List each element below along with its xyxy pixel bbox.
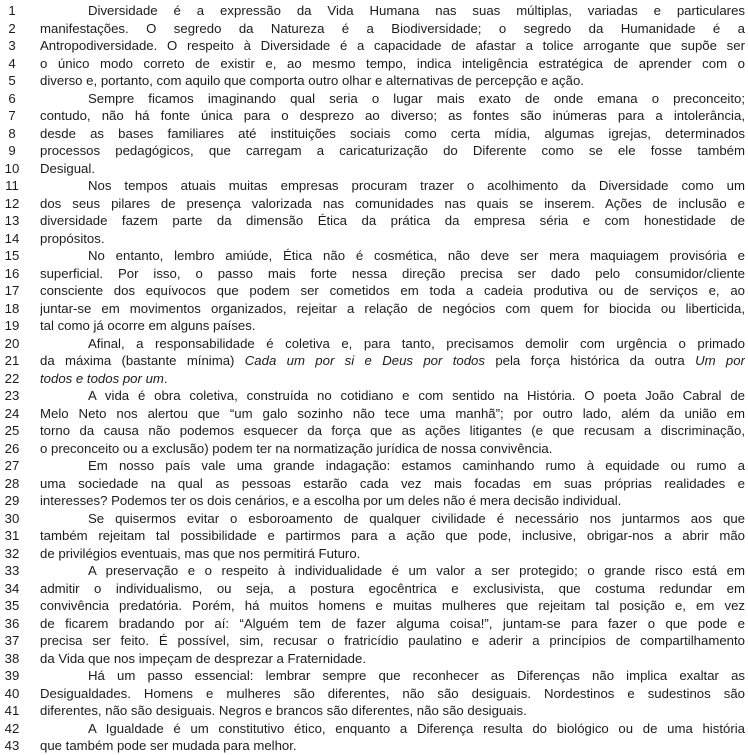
line-text bbox=[40, 440, 745, 458]
line-number: 10 bbox=[4, 160, 20, 176]
line-number: 17 bbox=[4, 283, 20, 298]
line-text bbox=[40, 492, 745, 510]
line-text-segment: juntar-se em movimentos organizados, rejeitar a relação de negócios com quem for biocida ou liberticida, bbox=[40, 300, 745, 316]
line-text-segment: A Igualdade é um constitutivo ético, enquanto a Diferença resulta do biológico ou de uma história bbox=[88, 720, 745, 736]
line-text bbox=[40, 527, 745, 545]
line-text bbox=[40, 125, 745, 143]
line-text bbox=[40, 650, 745, 668]
text-line bbox=[0, 55, 748, 73]
text-line bbox=[0, 632, 748, 650]
text-line bbox=[0, 737, 748, 755]
line-text bbox=[40, 615, 745, 633]
line-number: 7 bbox=[8, 108, 16, 123]
text-line bbox=[0, 317, 748, 335]
text-line bbox=[0, 510, 748, 528]
line-text-segment: desde as bases familiares até instituições sociais como certa mídia, algumas igrejas, determinados bbox=[40, 125, 745, 141]
line-text-segment: torno da causa não podemos esquecer da força que as ações litigantes (e que recusam a discriminação, bbox=[40, 423, 745, 438]
line-text-segment: diversidade fazem parte da dimensão Ética da prática da empresa séria e com honestidade de bbox=[40, 213, 745, 228]
line-text-segment: também rejeitam tal possibilidade e partirmos para a ação que pode, inclusive, obrigar-nos a abrir mão bbox=[40, 528, 745, 543]
line-text bbox=[40, 72, 745, 90]
line-number: 29 bbox=[4, 493, 20, 508]
line-number: 19 bbox=[4, 318, 20, 333]
line-text-segment: consciente dos equívocos que podem ser cometidos em toda a cadeia produtiva ou de serviços e, ao bbox=[40, 283, 745, 298]
line-text bbox=[40, 107, 745, 125]
line-text-segment: Afinal, a responsabilidade é coletiva e, para tanto, precisamos demolir com urgência o primado bbox=[88, 335, 745, 351]
line-text bbox=[40, 387, 745, 405]
line-number: 38 bbox=[4, 650, 20, 666]
line-number: 3 bbox=[8, 38, 16, 53]
line-number: 21 bbox=[4, 353, 20, 368]
text-line bbox=[0, 615, 748, 633]
line-text-segment: de ficarem bradando por aí: “Alguém tem de fazer alguma coisa!”, juntam-se para fazer o que pode e bbox=[40, 615, 745, 631]
line-text bbox=[40, 90, 745, 108]
line-number: 31 bbox=[4, 528, 20, 543]
line-text-segment: diferentes, não são desiguais. Negros e brancos são diferentes, não são desiguais. bbox=[40, 703, 527, 718]
text-line bbox=[0, 335, 748, 353]
line-number: 30 bbox=[4, 510, 20, 526]
line-number: 1 bbox=[8, 3, 16, 18]
line-text-segment: Desigualdades. Homens e mulheres são diferentes, não são desiguais. Nordestinos e sudestinos são bbox=[40, 685, 745, 701]
line-number: 43 bbox=[4, 738, 20, 753]
text-line bbox=[0, 125, 748, 143]
line-text bbox=[40, 702, 745, 720]
line-text bbox=[40, 580, 745, 598]
line-text bbox=[40, 55, 745, 73]
line-text bbox=[40, 422, 745, 440]
line-text-segment: superficial. Por isso, o passo mais forte nessa direção precisa ser dado pelo consumidor/cliente bbox=[40, 265, 745, 281]
text-line bbox=[0, 527, 748, 545]
line-text-segment: o único modo correto de existir e, ao mesmo tempo, indica inteligência estratégica de aprender com o bbox=[40, 55, 745, 71]
line-number: 8 bbox=[8, 125, 16, 141]
line-text-segment: dos seus pilares de presença valorizada nas comunidades nas quais se inserem. Ações de inclusão e bbox=[40, 195, 745, 211]
line-text-segment: admitir o individualismo, ou seja, a postura egocêntrica e exclusivista, que costuma redundar em bbox=[40, 580, 745, 596]
line-text bbox=[40, 37, 745, 55]
text-line bbox=[0, 457, 748, 475]
line-number: 14 bbox=[4, 230, 20, 246]
line-text-segment: propósitos. bbox=[40, 230, 105, 246]
text-line bbox=[0, 580, 748, 598]
line-text bbox=[40, 230, 745, 248]
line-number: 20 bbox=[4, 335, 20, 351]
line-text bbox=[40, 737, 745, 755]
line-number: 2 bbox=[8, 20, 16, 36]
text-line bbox=[0, 90, 748, 108]
line-text-segment: A vida é obra coletiva, construída no cotidiano e com sentido na História. O poeta João Cabral de bbox=[88, 388, 745, 403]
text-line bbox=[0, 107, 748, 125]
line-number: 15 bbox=[4, 248, 20, 263]
line-text bbox=[40, 317, 745, 335]
line-text-segment: da máxima (bastante mínima) bbox=[40, 353, 245, 368]
line-text bbox=[40, 562, 745, 580]
line-text bbox=[40, 335, 745, 353]
line-number: 11 bbox=[5, 178, 19, 193]
text-line bbox=[0, 247, 748, 265]
line-text bbox=[40, 632, 745, 650]
line-number: 28 bbox=[4, 475, 20, 491]
line-number: 39 bbox=[4, 668, 20, 683]
text-line bbox=[0, 387, 748, 405]
text-line bbox=[0, 195, 748, 213]
line-number: 24 bbox=[4, 405, 20, 421]
line-text-segment: uma sociedade na qual as pessoas estarão cada vez mais focadas em suas próprias realidades e bbox=[40, 475, 745, 491]
line-number: 4 bbox=[8, 55, 16, 71]
text-line bbox=[0, 702, 748, 720]
line-text bbox=[40, 352, 745, 370]
line-text-segment: pela força histórica da outra bbox=[484, 353, 696, 368]
line-text-segment: Se quisermos evitar o esboroamento de qualquer civilidade é necessário nos juntarmos aos que bbox=[88, 510, 745, 526]
line-text-segment: da Vida que nos impeçam de desprezar a Fraternidade. bbox=[40, 650, 366, 666]
text-line bbox=[0, 440, 748, 458]
text-line bbox=[0, 212, 748, 230]
line-text-segment: Há um passo essencial: lembrar sempre que reconhecer as Diferenças não implica exaltar as bbox=[88, 668, 745, 683]
line-text-segment: Em nosso país vale uma grande indagação: estamos caminhando rumo à equidade ou rumo a bbox=[88, 458, 745, 473]
line-number: 13 bbox=[4, 213, 20, 228]
line-text bbox=[40, 142, 745, 160]
line-text bbox=[40, 2, 745, 20]
text-line bbox=[0, 160, 748, 178]
line-number: 6 bbox=[8, 90, 16, 106]
line-text-segment: convivência predatória. Porém, há muitos homens e muitas mulheres que rejeitam tal posição e, em vez bbox=[40, 598, 745, 613]
text-line bbox=[0, 230, 748, 248]
line-text-segment: Sempre ficamos imaginando qual seria o lugar mais exato de onde emana o preconceito; bbox=[88, 90, 745, 106]
line-number: 27 bbox=[4, 458, 20, 473]
text-line bbox=[0, 352, 748, 370]
line-text bbox=[40, 685, 745, 703]
line-number: 41 bbox=[4, 703, 20, 718]
line-text-segment: processos pedagógicos, que carregam a caricaturização do Diferente como se ele fosse também bbox=[40, 143, 745, 158]
line-text-segment: interesses? Podemos ter os dois cenários, e a escolha por um deles não é mera decisão individual. bbox=[40, 493, 622, 508]
text-line bbox=[0, 475, 748, 493]
line-text bbox=[40, 282, 745, 300]
text-line bbox=[0, 72, 748, 90]
text-line bbox=[0, 37, 748, 55]
line-number: 25 bbox=[4, 423, 20, 438]
line-text bbox=[40, 457, 745, 475]
text-line bbox=[0, 422, 748, 440]
line-number: 35 bbox=[4, 598, 20, 613]
line-text bbox=[40, 265, 745, 283]
text-line bbox=[0, 282, 748, 300]
line-text-segment: . bbox=[163, 370, 168, 386]
line-text-segment: o preconceito ou a exclusão) podem ter na normatização jurídica de nossa convivência. bbox=[40, 440, 553, 456]
text-line bbox=[0, 562, 748, 580]
line-text-segment: Antropodiversidade. O respeito à Diversidade é a capacidade de afastar a tolice arrogante que supõe ser bbox=[40, 38, 745, 53]
line-number: 5 bbox=[8, 73, 16, 88]
text-line bbox=[0, 492, 748, 510]
line-text bbox=[40, 510, 745, 528]
text-line bbox=[0, 597, 748, 615]
line-text bbox=[40, 475, 745, 493]
line-number: 32 bbox=[4, 545, 20, 561]
line-text-segment: manifestações. O segredo da Natureza é a Biodiversidade; o segredo da Humanidade é a bbox=[40, 20, 745, 36]
line-text-segment: No entanto, lembro amiúde, Ética não é cosmética, não deve ser mera maquiagem provisória e bbox=[88, 248, 745, 263]
line-text bbox=[40, 405, 745, 423]
line-number: 34 bbox=[4, 580, 20, 596]
text-line bbox=[0, 545, 748, 563]
text-line bbox=[0, 300, 748, 318]
line-text bbox=[40, 212, 745, 230]
line-text bbox=[40, 370, 745, 388]
line-number: 23 bbox=[4, 388, 20, 403]
line-text-segment: diverso e, portanto, com aquilo que comporta outro olhar e alternativas de percepção e ação. bbox=[40, 73, 584, 88]
line-text bbox=[40, 720, 745, 738]
line-text-segment-italic: Cada um por si e Deus por todos bbox=[244, 353, 485, 368]
line-text bbox=[40, 160, 745, 178]
text-line bbox=[0, 265, 748, 283]
text-line bbox=[0, 2, 748, 20]
text-line bbox=[0, 650, 748, 668]
line-text-segment: tal como já ocorre em alguns países. bbox=[40, 318, 256, 333]
line-text-segment: Diversidade é a expressão da Vida Humana nas suas múltiplas, variadas e particulares bbox=[88, 3, 745, 18]
text-line bbox=[0, 177, 748, 195]
line-text bbox=[40, 195, 745, 213]
line-number: 37 bbox=[4, 633, 20, 648]
text-line bbox=[0, 20, 748, 38]
line-text-segment: Melo Neto nos alertou que “um galo sozinho não tece uma manhã”; por outro lado, além da união em bbox=[40, 405, 745, 421]
line-text-segment: que também pode ser mudada para melhor. bbox=[40, 738, 297, 753]
line-text bbox=[40, 667, 745, 685]
text-line bbox=[0, 667, 748, 685]
line-text-segment-italic: todos e todos por um bbox=[40, 370, 164, 386]
line-text bbox=[40, 20, 745, 38]
line-text-segment: precisa ser feito. É possível, sim, recusar o fratricídio paulatino e aderir a princípios de compartilhamento bbox=[40, 633, 745, 648]
line-text-segment: de privilégios eventuais, mas que nos permitirá Futuro. bbox=[40, 545, 361, 561]
line-number: 36 bbox=[4, 615, 20, 631]
line-text bbox=[40, 177, 745, 195]
line-number: 33 bbox=[4, 563, 20, 578]
line-text-segment: contudo, não há fonte única para o desprezo ao diverso; as fontes são inúmeras para a intolerância, bbox=[40, 108, 745, 123]
text-line bbox=[0, 370, 748, 388]
line-number: 26 bbox=[4, 440, 20, 456]
line-text-segment-italic: Um por bbox=[695, 353, 745, 368]
line-text-segment: Nos tempos atuais muitas empresas procuram trazer o acolhimento da Diversidade como um bbox=[88, 178, 745, 193]
text-line bbox=[0, 685, 748, 703]
line-text bbox=[40, 545, 745, 563]
text-line bbox=[0, 142, 748, 160]
line-text bbox=[40, 300, 745, 318]
line-number: 12 bbox=[4, 195, 20, 211]
line-text bbox=[40, 247, 745, 265]
line-text bbox=[40, 597, 745, 615]
line-number: 9 bbox=[8, 143, 16, 158]
line-number: 18 bbox=[4, 300, 20, 316]
text-line bbox=[0, 405, 748, 423]
line-number: 22 bbox=[4, 370, 20, 386]
text-line bbox=[0, 720, 748, 738]
numbered-text-block bbox=[0, 2, 748, 755]
line-number: 40 bbox=[4, 685, 20, 701]
line-text-segment: A preservação e o respeito à individualidade é um valor a ser protegido; o grande risco está em bbox=[88, 563, 745, 578]
line-number: 42 bbox=[4, 720, 20, 736]
line-number: 16 bbox=[4, 265, 20, 281]
line-text-segment: Desigual. bbox=[40, 160, 95, 176]
